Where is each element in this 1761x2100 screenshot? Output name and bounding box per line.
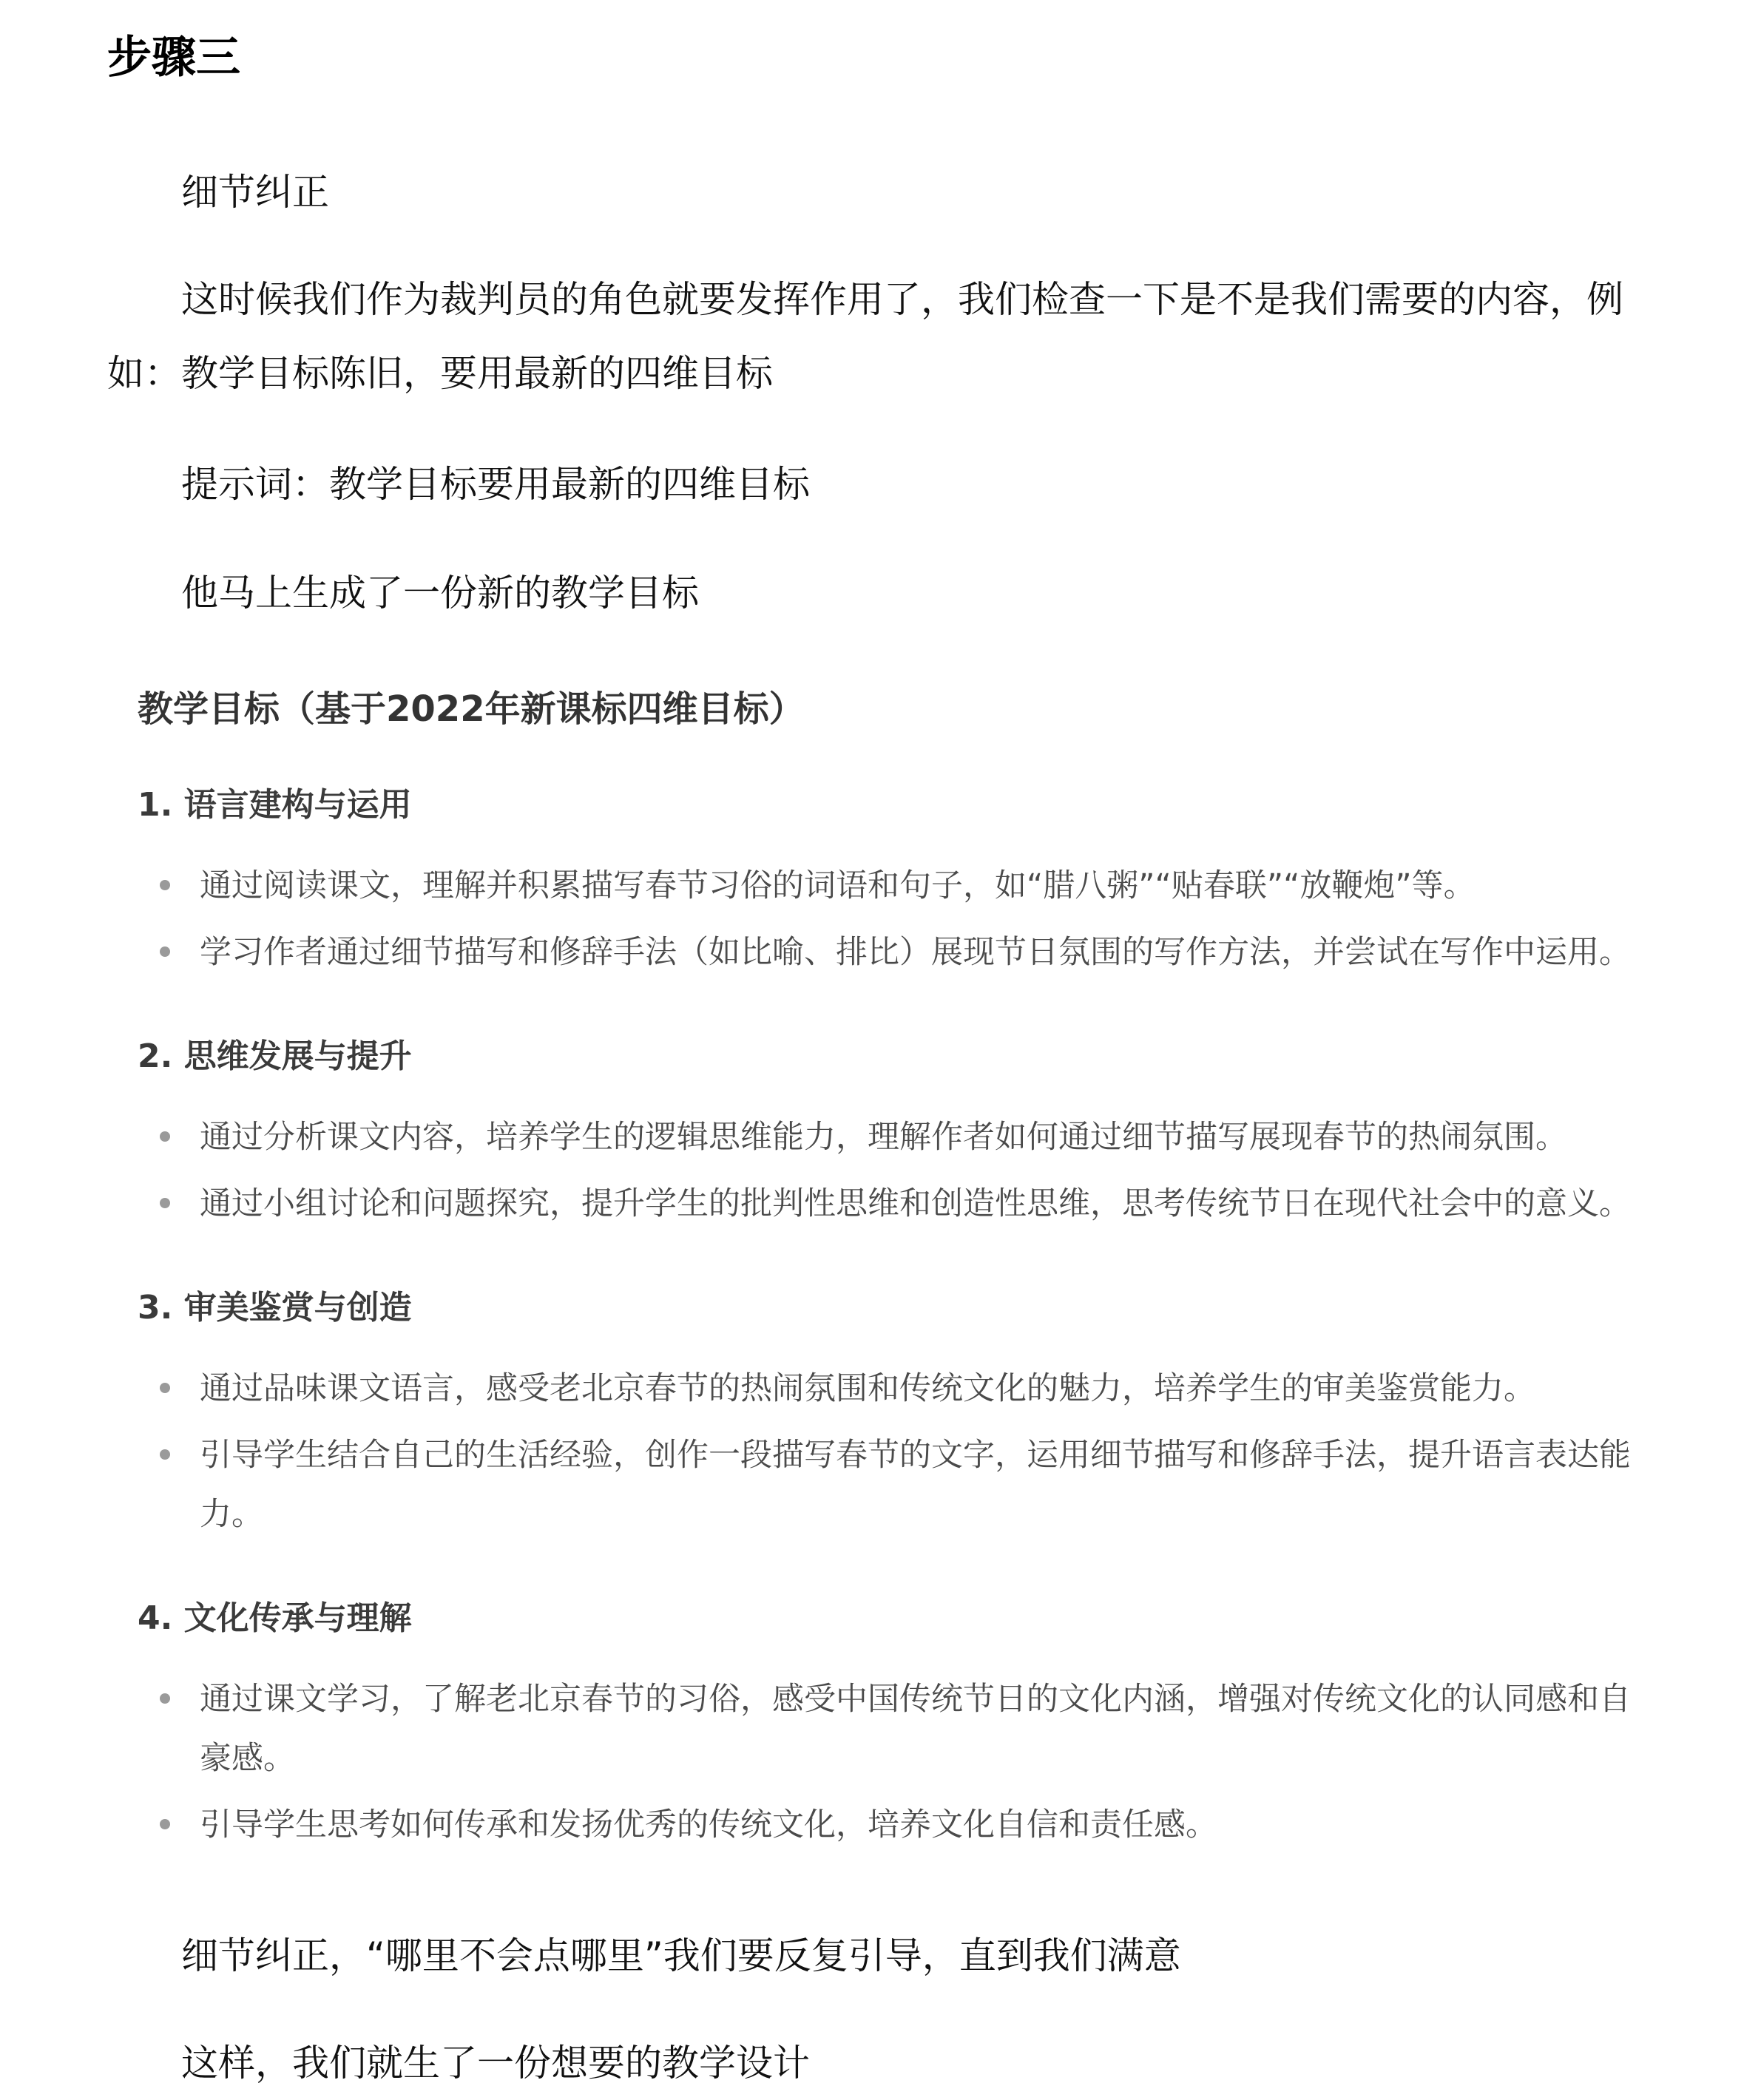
paragraph-referee-role: 这时候我们作为裁判员的角色就要发挥作用了，我们检查一下是不是我们需要的内容，例如：教学目标陈旧，要用最新的四维目标 (107, 278, 1623, 395)
bullet-dot-icon (160, 1693, 170, 1704)
paragraph-repeat-guidance: 细节纠正，“哪里不会点哪里”我们要反复引导，直到我们满意 (181, 1934, 1181, 1977)
bullet-dot-icon (160, 880, 170, 890)
bullet-item: 学习作者通过细节描写和修辞手法（如比喻、排比）展现节日氛围的写作方法，并尝试在写作中运用。 (155, 923, 1657, 982)
paragraph-conclusion: 这样，我们就生了一份想要的教学设计 (181, 2042, 810, 2084)
bullet-dot-icon (160, 1383, 170, 1393)
bullet-dot-icon (160, 1819, 170, 1829)
step-heading: 步骤三 (107, 32, 240, 84)
bullet-item: 通过分析课文内容，培养学生的逻辑思维能力，理解作者如何通过细节描写展现春节的热闹氛围。 (155, 1108, 1657, 1167)
paragraph-new-goals: 他马上生成了一份新的教学目标 (181, 572, 699, 614)
bullet-item: 引导学生结合自己的生活经验，创作一段描写春节的文字，运用细节描写和修辞手法，提升语言表达能力。 (155, 1426, 1657, 1544)
bullet-dot-icon (160, 946, 170, 957)
paragraph-detail-correction: 细节纠正 (181, 171, 329, 214)
section-title: 3. 审美鉴赏与创造 (138, 1289, 412, 1327)
screenshot-title: 教学目标（基于2022年新课标四维目标） (138, 688, 805, 730)
section-title: 4. 文化传承与理解 (138, 1599, 412, 1637)
bullet-item: 通过小组讨论和问题探究，提升学生的批判性思维和创造性思维，思考传统节日在现代社会中的意义。 (155, 1174, 1657, 1233)
bullet-item: 通过阅读课文，理解并积累描写春节习俗的词语和句子，如“腊八粥”“贴春联”“放鞭炮”等。 (155, 856, 1657, 915)
paragraph-prompt: 提示词：教学目标要用最新的四维目标 (181, 463, 810, 506)
bullet-item: 通过课文学习，了解老北京春节的习俗，感受中国传统节日的文化内涵，增强对传统文化的认同感和自豪感。 (155, 1670, 1657, 1788)
bullet-dot-icon (160, 1131, 170, 1142)
section-title: 1. 语言建构与运用 (138, 786, 412, 824)
bullet-dot-icon (160, 1198, 170, 1208)
teaching-goals-screenshot (111, 658, 1694, 1871)
bullet-item: 引导学生思考如何传承和发扬优秀的传统文化，培养文化自信和责任感。 (155, 1795, 1657, 1855)
section-title: 2. 思维发展与提升 (138, 1037, 412, 1075)
bullet-item: 通过品味课文语言，感受老北京春节的热闹氛围和传统文化的魅力，培养学生的审美鉴赏能力。 (155, 1359, 1657, 1418)
bullet-dot-icon (160, 1449, 170, 1460)
